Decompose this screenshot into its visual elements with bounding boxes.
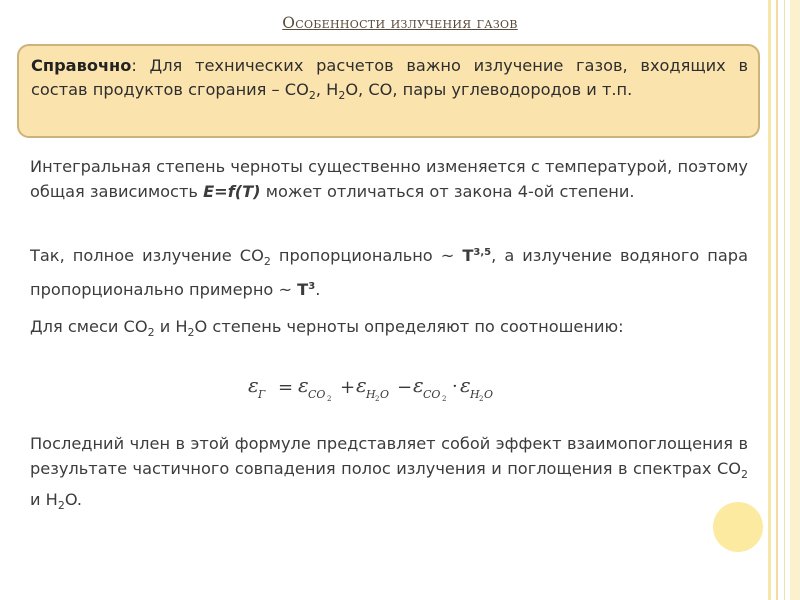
callout-label: Справочно xyxy=(31,56,132,75)
subscript-co2: CO xyxy=(308,388,326,401)
subscript-o: O xyxy=(380,388,390,401)
paragraph-radiation xyxy=(30,240,748,302)
paragraph-text: может отличаться от закона 4-ой степени. xyxy=(260,182,635,201)
equals-sign: = xyxy=(278,377,294,398)
callout-text: , H xyxy=(315,80,339,99)
paragraph-text: и H xyxy=(154,317,188,336)
subscript-g: Г xyxy=(258,388,266,401)
temperature-symbol: T xyxy=(297,280,309,299)
paragraph-mixture xyxy=(30,314,748,345)
plus-sign: + xyxy=(340,377,356,398)
paragraph-text: Для смеси CO xyxy=(30,317,148,336)
subscript-o: O xyxy=(484,388,494,401)
paragraph-mutual-absorption xyxy=(30,431,748,518)
subscript-co2: CO xyxy=(423,388,441,401)
subscript-2: 2 xyxy=(375,395,380,403)
function-expression: E=f(T) xyxy=(203,182,261,201)
paragraph-text: . xyxy=(315,280,321,299)
minus-sign: − xyxy=(397,377,413,398)
dot-operator: · xyxy=(452,376,458,397)
epsilon-symbol: ε xyxy=(248,373,259,397)
subscript-2: 2 xyxy=(479,395,484,403)
temperature-symbol: T xyxy=(462,246,474,265)
slide-title: Особенности излучения газов xyxy=(282,14,518,32)
reference-callout xyxy=(17,44,760,138)
subscript: 2 xyxy=(147,326,155,339)
subscript-2: 2 xyxy=(442,395,447,403)
paragraph-text: Так, полное излучение CO xyxy=(30,246,264,265)
paragraph-text: Интегральная степень черноты существенно изменяется с температурой, поэтому общая зависимость xyxy=(30,157,748,201)
paragraph-text: O. xyxy=(64,490,83,509)
decor-stripe xyxy=(776,0,778,600)
subscript: 2 xyxy=(338,89,346,102)
decor-stripe xyxy=(790,0,800,600)
subscript: 2 xyxy=(263,255,271,268)
subscript: 2 xyxy=(57,499,65,512)
epsilon-symbol: ε xyxy=(460,373,471,397)
paragraph-text: , а излучение водяного пара пропорционально примерно ~ xyxy=(30,246,748,299)
epsilon-symbol: ε xyxy=(298,373,309,397)
subscript-h: H xyxy=(366,388,376,401)
paragraph-text: и H xyxy=(30,490,58,509)
subscript-2: 2 xyxy=(327,395,332,403)
paragraph-emissivity xyxy=(30,154,748,204)
paragraph-text: O степень черноты определяют по соотношению: xyxy=(194,317,624,336)
callout-text: : Для технических расчетов важно излучение газов, входящих в состав продуктов сгорания – CO xyxy=(31,56,748,99)
subscript: 2 xyxy=(308,89,316,102)
subscript: 2 xyxy=(741,468,748,481)
callout-text: O, CO, пары углеводородов и т.п. xyxy=(345,80,633,99)
epsilon-symbol: ε xyxy=(413,373,424,397)
subscript-h: H xyxy=(470,388,480,401)
decor-stripe xyxy=(784,0,785,600)
superscript: 3,5 xyxy=(473,247,492,258)
epsilon-symbol: ε xyxy=(356,373,367,397)
emissivity-formula xyxy=(248,372,548,412)
paragraph-text: пропорционально ~ xyxy=(270,246,463,265)
superscript: 3 xyxy=(308,281,316,292)
decor-stripe xyxy=(768,0,771,600)
subscript: 2 xyxy=(187,326,195,339)
paragraph-text: Последний член в этой формуле представляет собой эффект взаимопоглощения в результате частичного совпадения полос излучения и поглощения в спектрах CO xyxy=(30,434,748,478)
